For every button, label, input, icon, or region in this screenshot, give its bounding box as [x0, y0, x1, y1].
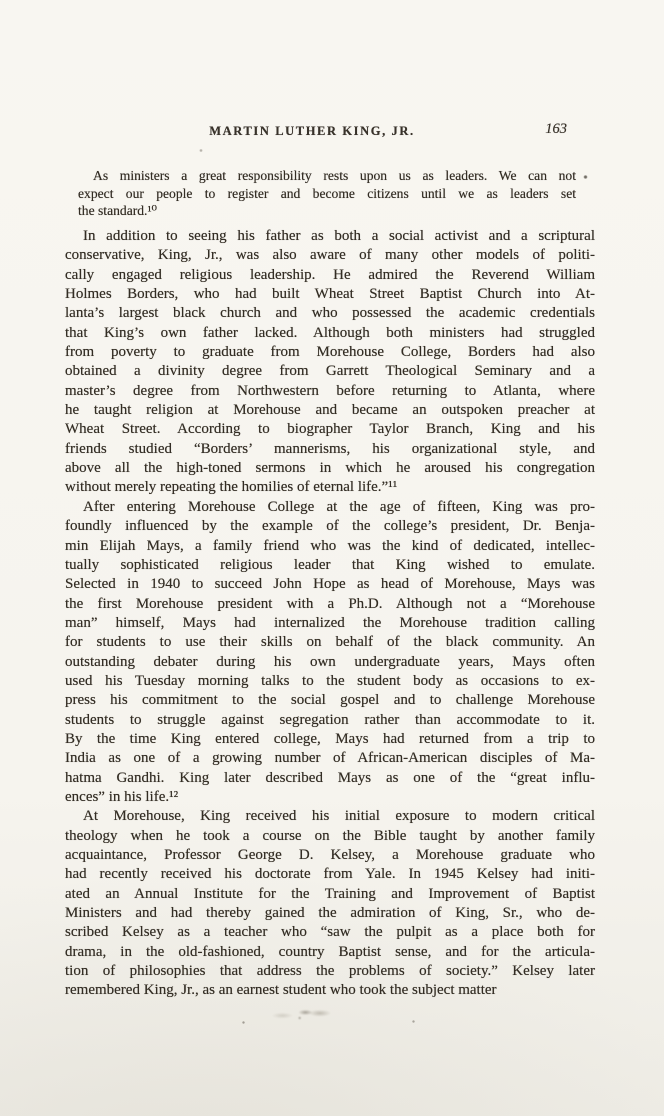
text-line: Ministers and had thereby gained the admiration of King, Sr., who de- [65, 905, 595, 922]
text-line: from poverty to graduate from Morehouse College, Borders had also [65, 344, 595, 361]
text-line: As ministers a great responsibility rests upon us as leaders. We can not [93, 168, 576, 183]
text-line: acquaintance, Professor George D. Kelsey, a Morehouse graduate who [65, 847, 595, 863]
body-text [65, 227, 595, 1001]
text-line: above all the high-toned sermons in which he aroused his congregation [65, 460, 595, 477]
text-line: India as one of a growing number of African-American disciples of Ma- [65, 750, 595, 767]
scan-speck [242, 1021, 245, 1024]
text-line: outstanding debater during his own undergraduate years, Mays often [65, 653, 595, 670]
page-number: 163 [545, 121, 567, 137]
text-line: that King’s own father lacked. Although both ministers had struggled [65, 324, 595, 341]
text-line: At Morehouse, King received his initial exposure to modern critical [83, 808, 595, 825]
text-line: for students to use their skills on behalf of the black community. An [65, 634, 595, 651]
text-line: master’s degree from Northwestern before returning to Atlanta, where [65, 382, 595, 399]
text-line: without merely repeating the homilies of eternal life.”¹¹ [65, 479, 398, 496]
pencil-smudge [268, 1006, 340, 1022]
text-line: lanta’s largest black church and who possessed the academic credentials [65, 305, 595, 322]
text-line: remembered King, Jr., as an earnest student who took the subject matter [65, 982, 497, 999]
text-line: ated an Annual Institute for the Training and Improvement of Baptist [65, 885, 595, 902]
text-line: obtained a divinity degree from Garrett Theological Seminary and a [65, 363, 595, 380]
paragraph [65, 807, 595, 1000]
text-line: man” himself, Mays had internalized the Morehouse tradition calling [65, 614, 595, 631]
text-line: hatma Gandhi. King later described Mays as one of the “great influ- [65, 769, 595, 786]
text-line: Selected in 1940 to succeed John Hope as head of Morehouse, Mays was [65, 576, 595, 593]
text-line: foundly influenced by the example of the college’s president, Dr. Benja- [65, 518, 595, 535]
text-line: min Elijah Mays, a family friend who was the kind of dedicated, intellec- [65, 537, 595, 554]
text-line: tion of philosophies that address the problems of society.” Kelsey later [65, 963, 595, 980]
text-line: drama, in the old-fashioned, country Baptist sense, and for the articula- [65, 943, 595, 960]
text-line: students to struggle against segregation rather than accommodate to it. [65, 711, 595, 728]
text-line: In addition to seeing his father as both a social activist and a scriptural [83, 228, 595, 244]
paragraph [65, 227, 595, 498]
text-line: friends studied “Borders’ mannerisms, his organizational style, and [65, 440, 595, 457]
text-line: Holmes Borders, who had built Wheat Street Baptist Church into At- [65, 286, 595, 303]
text-line: Wheat Street. According to biographer Taylor Branch, King and his [65, 421, 595, 438]
text-line: press his commitment to the social gospel and to challenge Morehouse [65, 692, 595, 709]
scan-speck [412, 1020, 415, 1023]
running-title: MARTIN LUTHER KING, JR. [209, 124, 415, 138]
text-line: he taught religion at Morehouse and became an outspoken preacher at [65, 402, 595, 419]
text-line: the first Morehouse president with a Ph.D. Although not a “Morehouse [65, 595, 595, 612]
text-line: theology when he took a course on the Bible taught by another family [65, 827, 595, 844]
text-line: had recently received his doctorate from Yale. In 1945 Kelsey had initi- [65, 866, 595, 883]
block-quote [78, 167, 576, 220]
text-line: conservative, King, Jr., was also aware of many other models of politi- [65, 247, 595, 264]
text-line: cally engaged religious leadership. He admired the Reverend William [65, 266, 595, 283]
text-line: By the time King entered college, Mays had returned from a trip to [65, 730, 595, 747]
paragraph [65, 498, 595, 808]
scan-speck [583, 175, 588, 179]
text-line: the standard.¹⁰ [78, 203, 157, 219]
text-line: ences” in his life.¹² [65, 788, 179, 805]
scan-speck [199, 149, 203, 152]
text-line: expect our people to register and become citizens until we as leaders set [78, 185, 576, 201]
text-line: tually sophisticated religious leader that King wished to emulate. [65, 556, 595, 573]
text-line: scribed Kelsey as a teacher who “saw the pulpit as a place both for [65, 924, 595, 941]
text-line: used his Tuesday morning talks to the student body as occasions to ex- [65, 672, 595, 689]
text-line: After entering Morehouse College at the age of fifteen, King was pro- [83, 498, 595, 515]
